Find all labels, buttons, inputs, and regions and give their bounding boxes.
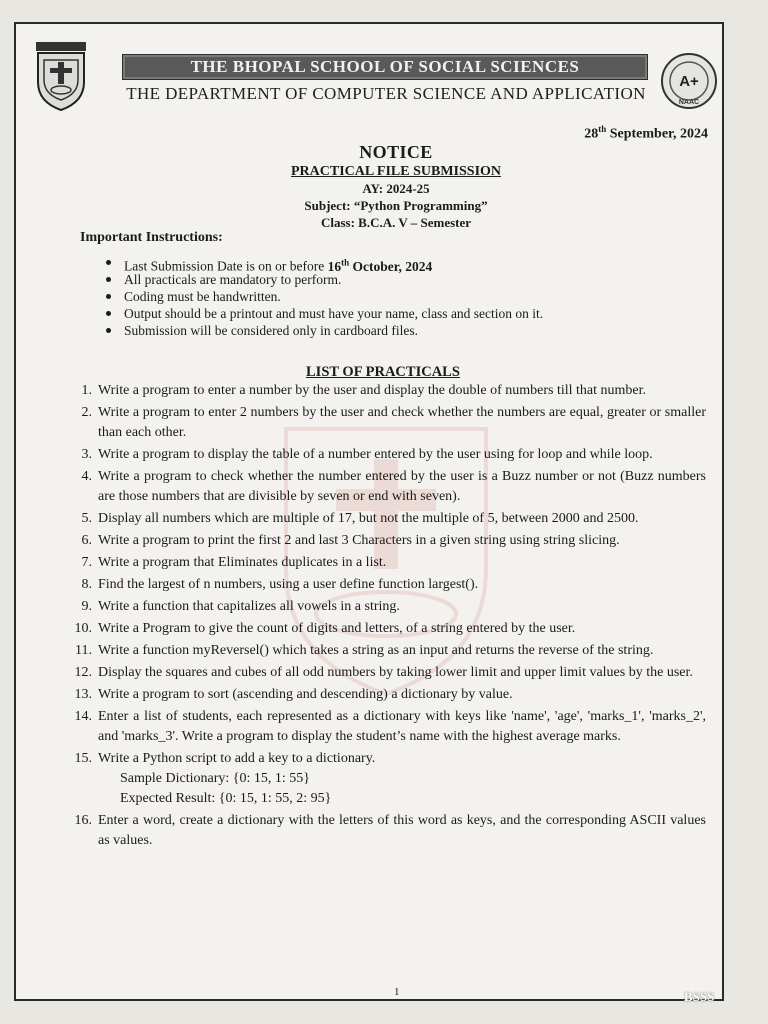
instruction-item: All practicals are mandatory to perform. (102, 271, 702, 288)
practical-item: 9. Write a function that capitalizes all vowels in a string. (81, 599, 400, 614)
practical-item: 3. Write a program to display the table of a number entered by the user using for loop and while loop. (81, 447, 653, 462)
practical-item: 14. Enter a list of students, each represented as a dictionary with keys like 'name', 'age', 'marks_1', 'marks_2', and 'marks_3'. Write a program to display the student’s name with the highest average marks. (74, 709, 706, 744)
instruction-item: Submission will be considered only in cardboard files. (102, 322, 702, 339)
academic-year: AY: 2024-25 (362, 181, 430, 196)
practical-item: 15. Write a Python script to add a key to a dictionary. Sample Dictionary: {0: 15, 1: 55} Expected Result: {0: 15, 1: 55, 2: 95} (66, 749, 706, 809)
practical-item: 10. Write a Program to give the count of digits and letters, of a string entered by the user. (74, 621, 576, 636)
instruction-item: Last Submission Date is on or before 16th October, 2024 (102, 254, 702, 271)
class-line: Class: B.C.A. V – Semester (320, 215, 472, 230)
school-name-banner: THE BHOPAL SCHOOL OF SOCIAL SCIENCES (122, 54, 648, 80)
practical-item: 5. Display all numbers which are multiple of 17, but not the multiple of 5, between 2000 and 2500. (81, 511, 639, 526)
department-name: THE DEPARTMENT OF COMPUTER SCIENCE AND APPLICATION (126, 84, 646, 103)
practical-item: 2. Write a program to enter 2 numbers by the user and check whether the numbers are equal, greater or smaller than each other. (81, 405, 706, 440)
practical-item: 4. Write a program to check whether the number entered by the user is a Buzz number or not (Buzz numbers are those numbers that are divisible by seven or end with seven). (81, 469, 706, 504)
notice-title: NOTICE (359, 142, 433, 162)
instruction-item: Output should be a printout and must have your name, class and section on it. (102, 305, 702, 322)
instructions-list (102, 254, 702, 339)
notice-date: 28th September, 2024 (584, 124, 708, 142)
bsss-stamp: BSSS (684, 989, 715, 1004)
naac-a-plus-seal (660, 50, 718, 112)
sample-dictionary: Sample Dictionary: {0: 15, 1: 55} (120, 771, 310, 786)
notice-heading: PRACTICAL FILE SUBMISSION (290, 164, 502, 179)
practical-item: 13. Write a program to sort (ascending and descending) a dictionary by value. (74, 687, 513, 702)
notice-page (14, 22, 724, 1004)
instructions-heading: Important Instructions: (80, 230, 223, 245)
practical-item: 12. Display the squares and cubes of all odd numbers by taking lower limit and upper limit values by the user. (74, 665, 693, 680)
svg-text:NAAC: NAAC (678, 99, 700, 106)
page-number: 1 (394, 986, 400, 998)
expected-result: Expected Result: {0: 15, 1: 55, 2: 95} (120, 791, 332, 806)
practical-item: 6. Write a program to print the first 2 and last 3 Characters in a given string using string slicing. (81, 533, 620, 548)
practical-item: 16. Enter a word, create a dictionary with the letters of this word as keys, and the corresponding ASCII values as values. (74, 813, 706, 848)
practical-item: 8. Find the largest of n numbers, using a user define function largest(). (81, 577, 479, 592)
practicals-list (66, 381, 706, 853)
practical-item: 1. Write a program to enter a number by the user and display the double of numbers till that number. (81, 383, 647, 398)
svg-text:A+: A+ (679, 73, 699, 90)
subject-line: Subject: “Python Programming” (304, 198, 488, 213)
practical-item: 7. Write a program that Eliminates duplicates in a list. (81, 555, 387, 570)
practical-item: 11. Write a function myReversel() which takes a string as an input and returns the reverse of the string. (75, 643, 654, 658)
practicals-heading: LIST OF PRACTICALS (306, 364, 460, 380)
school-crest-logo (32, 40, 90, 112)
instruction-item: Coding must be handwritten. (102, 288, 702, 305)
